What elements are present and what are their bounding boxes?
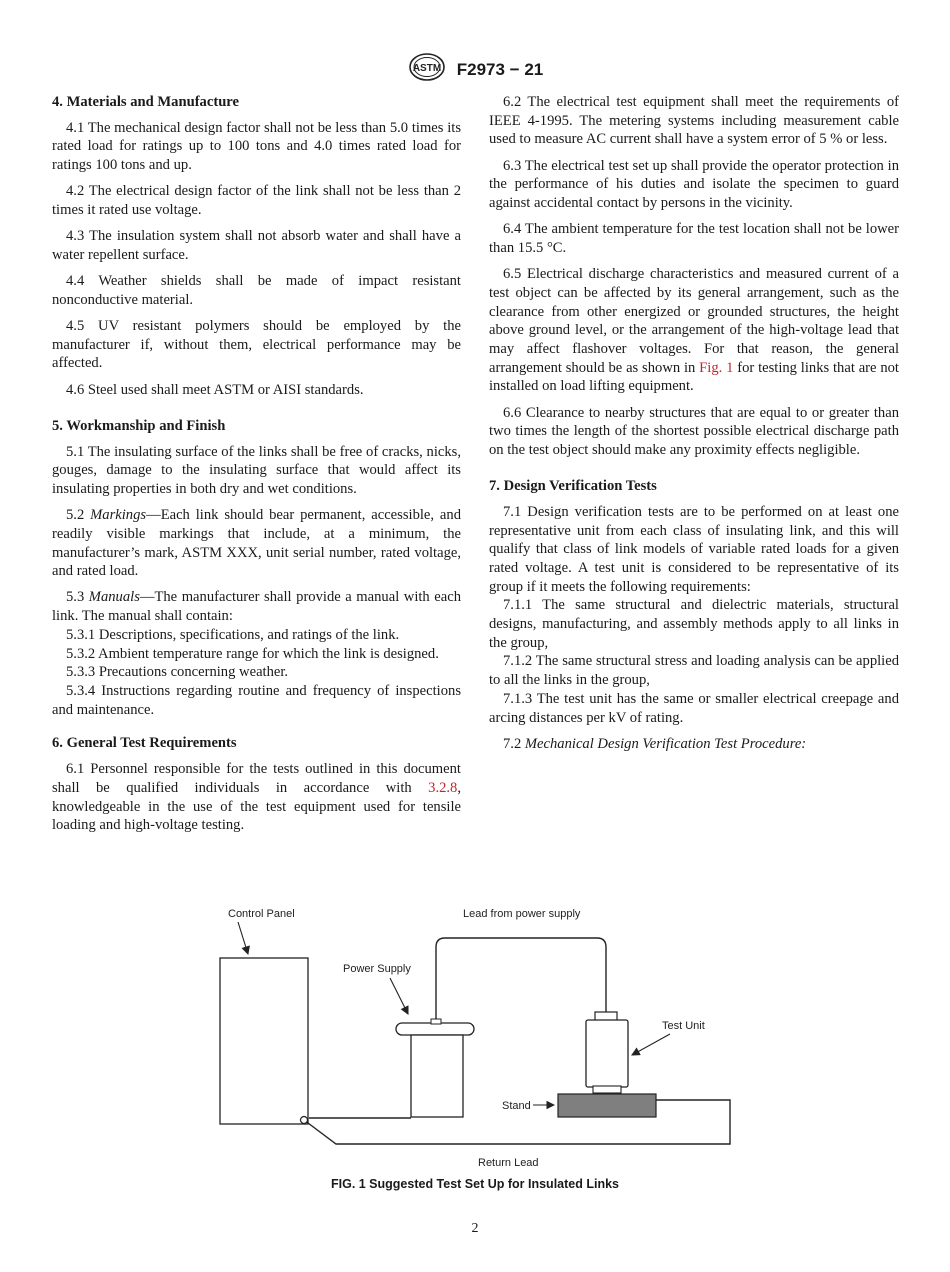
paragraph-7-1-2: 7.1.2 The same structural stress and loading analysis can be applied to all the links in the group,	[489, 653, 899, 689]
paragraph-7-1-3: 7.1.3 The test unit has the same or smaller electrical creepage and arcing distances per kV of rating.	[489, 690, 899, 726]
power-lead-wire	[436, 938, 606, 1020]
paragraph-5-3: 5.3 Manuals—The manufacturer shall provide a manual with each link. The manual shall contain:	[52, 589, 462, 625]
page-number: 2	[471, 1221, 479, 1236]
label-lead-from-power-supply: Lead from power supply	[463, 908, 581, 920]
paragraph-4-3: 4.3 The insulation system shall not absorb water and shall have a water repellent surface.	[52, 228, 461, 263]
paragraph-5-1: 5.1 The insulating surface of the links shall be free of cracks, nicks, gouges, damage to the insulating surface that would affect its insulating properties in both dry and wet conditions.	[52, 443, 461, 497]
paragraph-5-3-3: 5.3.3 Precautions concerning weather.	[66, 664, 289, 681]
right-column	[489, 93, 899, 761]
page-header	[0, 52, 950, 87]
reference-link-3-2-8[interactable]: 3.2.8	[428, 779, 458, 796]
stand-block	[558, 1094, 656, 1117]
logo-text: ASTM	[412, 63, 441, 74]
paragraph-4-2: 4.2 The electrical design factor of the link shall not be less than 2 times it rated use voltage.	[52, 183, 461, 219]
section-7-heading: 7. Design Verification Tests	[489, 478, 657, 495]
document-code: F2973 − 21	[456, 59, 544, 79]
figure-1-diagram	[210, 902, 740, 1172]
paragraph-5-2: 5.2 Markings—Each link should bear permanent, accessible, and readily visible markings that include, at a minimum, the manufacturer’s mark, ASTM XXX, unit serial number, rated voltage, and rated load.	[52, 507, 462, 580]
paragraph-4-4: 4.4 Weather shields shall be made of impact resistant nonconductive material.	[52, 273, 461, 308]
paragraph-7-2: 7.2 Mechanical Design Verification Test Procedure:	[503, 735, 807, 752]
figure-link-fig-1[interactable]: Fig. 1	[699, 359, 734, 376]
label-return-lead: Return Lead	[478, 1157, 539, 1169]
left-column	[52, 93, 461, 842]
paragraph-6-3: 6.3 The electrical test set up shall provide the operator protection in the performance of his duties and isolate the specimen to guard against accidental contact by persons in the vicinity.	[489, 157, 899, 212]
paragraph-7-1: 7.1 Design verification tests are to be performed on at least one representative unit from each class of insulating link, and this will qualify that class of link models of variable rated loads for a given rated voltage. A test unit is considered to be representative of its group if it meets the following requirements:	[489, 503, 899, 595]
paragraph-6-4: 6.4 The ambient temperature for the test location shall not be lower than 15.5 °C.	[489, 221, 899, 256]
paragraph-6-5: 6.5 Electrical discharge characteristics and measured current of a test object can be affected by its general arrangement, such as the clearance from other energized or grounded structures, the height above ground level, or the arrangement of the high-voltage lead that may affect flashover voltages. For that reason, the general arrangement should be as shown in Fig. 1 for testing links that are not installed on load lifting equipment.	[489, 266, 899, 395]
ground-terminal	[301, 1117, 308, 1124]
astm-logo-icon	[407, 52, 447, 87]
section-4-heading: 4. Materials and Manufacture	[52, 94, 239, 110]
paragraph-5-3-1: 5.3.1 Descriptions, specifications, and ratings of the link.	[66, 626, 400, 643]
paragraph-4-1: 4.1 The mechanical design factor shall not be less than 5.0 times its rated load for ratings up to 100 tons and 4.0 times rated load for ratings 100 tons and up.	[52, 119, 461, 174]
paragraph-6-2: 6.2 The electrical test equipment shall meet the requirements of IEEE 4-1995. The metering systems including measurement cable used to measure AC current shall have a system error of 5 % or less.	[489, 94, 899, 148]
paragraph-6-6: 6.6 Clearance to nearby structures that are equal to or greater than two times the length of the shortest possible electrical discharge path on the test object should make any proximity effects negligible.	[489, 404, 899, 458]
control-panel-box	[220, 958, 308, 1124]
paragraph-7-1-1: 7.1.1 The same structural and dielectric materials, structural designs, manufacturing, and assembly methods apply to all links in the group,	[489, 597, 899, 651]
figure-caption: FIG. 1 Suggested Test Set Up for Insulated Links	[330, 1177, 619, 1191]
paragraph-6-1: 6.1 Personnel responsible for the tests outlined in this document shall be qualified individuals in accordance with 3.2.8, knowledgeable in the use of the test equipment used for tensile loading and high-voltage testing.	[52, 761, 461, 834]
label-power-supply: Power Supply	[343, 963, 411, 975]
test-unit-body	[586, 1020, 628, 1087]
label-test-unit: Test Unit	[662, 1020, 705, 1032]
section-5-heading: 5. Workmanship and Finish	[52, 417, 226, 434]
label-control-panel: Control Panel	[228, 908, 295, 920]
paragraph-4-5: 4.5 UV resistant polymers should be employed by the manufacturer if, without them, electrical performance may be affected.	[52, 318, 461, 372]
power-supply-cap	[396, 1023, 474, 1035]
paragraph-5-3-4: 5.3.4 Instructions regarding routine and frequency of inspections and maintenance.	[52, 682, 461, 718]
section-6-heading: 6. General Test Requirements	[52, 735, 237, 752]
paragraph-4-6: 4.6 Steel used shall meet ASTM or AISI standards.	[66, 381, 364, 398]
label-stand: Stand	[502, 1100, 531, 1112]
power-supply-body	[411, 1035, 463, 1117]
paragraph-5-3-2: 5.3.2 Ambient temperature range for which the link is designed.	[66, 645, 439, 662]
